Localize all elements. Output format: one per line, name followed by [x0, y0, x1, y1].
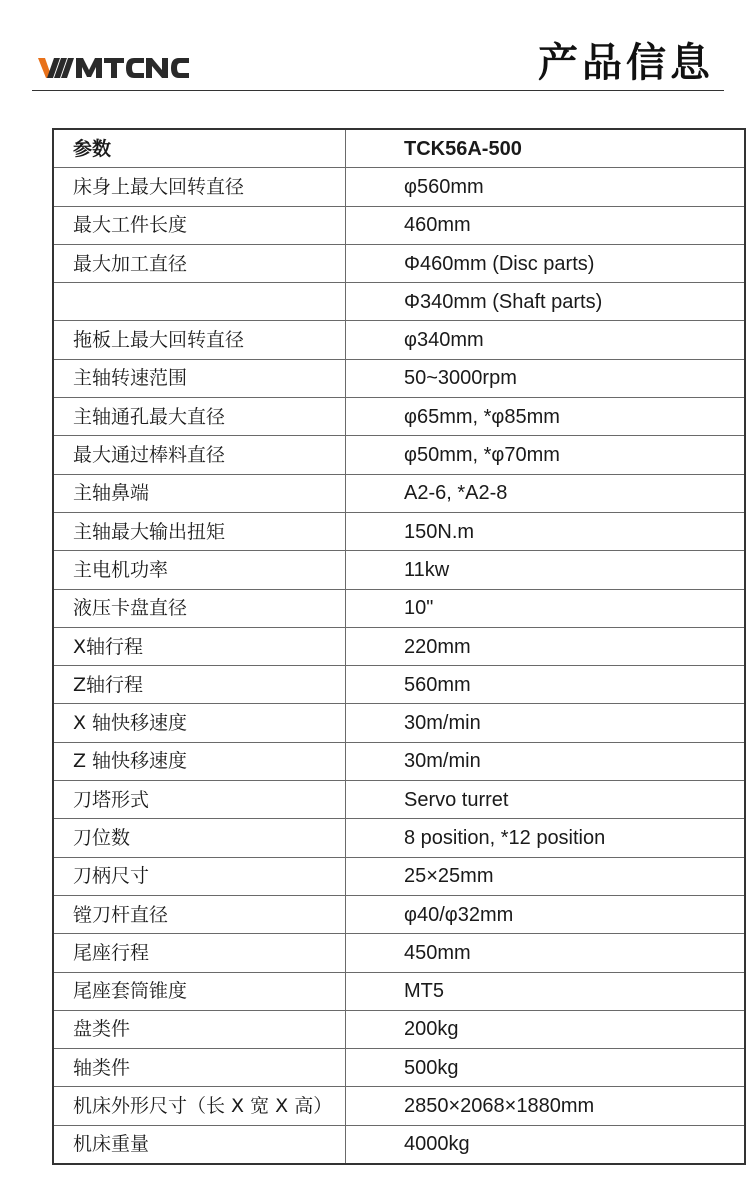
param-value-cell: Φ460mm (Disc parts): [346, 244, 746, 282]
param-name-cell: 主轴转速范围: [53, 359, 346, 397]
param-name-cell: 尾座行程: [53, 934, 346, 972]
table-row: [53, 1049, 745, 1087]
param-value-cell: φ50mm, *φ70mm: [346, 436, 746, 474]
param-value-cell: 200kg: [346, 1010, 746, 1048]
param-value-cell: 150N.m: [346, 512, 746, 550]
table-row: [53, 321, 745, 359]
param-name-cell: 最大加工直径: [53, 244, 346, 282]
param-name-cell: 刀塔形式: [53, 781, 346, 819]
param-name-cell: 镗刀杆直径: [53, 895, 346, 933]
table-row: [53, 627, 745, 665]
table-row: [53, 206, 745, 244]
param-value-cell: 10": [346, 589, 746, 627]
table-row: [53, 666, 745, 704]
table-row: [53, 895, 745, 933]
page-header: [0, 0, 750, 95]
table-row: [53, 359, 745, 397]
param-name-cell: 主电机功率: [53, 551, 346, 589]
param-name-cell: 尾座套筒锥度: [53, 972, 346, 1010]
table-row: [53, 168, 745, 206]
table-row: [53, 934, 745, 972]
param-value-cell: MT5: [346, 972, 746, 1010]
param-value-cell: 30m/min: [346, 704, 746, 742]
param-value-cell: Φ340mm (Shaft parts): [346, 283, 746, 321]
param-name-cell: 轴类件: [53, 1049, 346, 1087]
param-value-cell: 50~3000rpm: [346, 359, 746, 397]
param-name-cell: X 轴快移速度: [53, 704, 346, 742]
param-value-cell: φ560mm: [346, 168, 746, 206]
param-name-cell: 主轴鼻端: [53, 474, 346, 512]
param-value-cell: 8 position, *12 position: [346, 819, 746, 857]
param-name-cell: Z 轴快移速度: [53, 742, 346, 780]
header-divider: [32, 90, 724, 91]
table-row: [53, 1087, 745, 1125]
param-value-cell: Servo turret: [346, 781, 746, 819]
param-name-cell: 主轴最大输出扭矩: [53, 512, 346, 550]
param-value-cell: 450mm: [346, 934, 746, 972]
param-value-cell: φ40/φ32mm: [346, 895, 746, 933]
brand-logo: [38, 50, 193, 84]
param-value-cell: φ340mm: [346, 321, 746, 359]
param-name-cell: 刀柄尺寸: [53, 857, 346, 895]
param-name-cell: 机床重量: [53, 1125, 346, 1164]
table-row: [53, 1010, 745, 1048]
param-value-cell: 25×25mm: [346, 857, 746, 895]
param-value-cell: 560mm: [346, 666, 746, 704]
page-title: 产品信息: [538, 40, 714, 86]
table-row: [53, 972, 745, 1010]
param-name-cell: 盘类件: [53, 1010, 346, 1048]
table-row: [53, 781, 745, 819]
param-name-cell: 拖板上最大回转直径: [53, 321, 346, 359]
param-name-cell: 主轴通孔最大直径: [53, 398, 346, 436]
param-name-cell: 最大工件长度: [53, 206, 346, 244]
spec-table-body: [53, 129, 745, 1164]
spec-table: [52, 128, 746, 1165]
param-value-cell: 30m/min: [346, 742, 746, 780]
table-row: [53, 398, 745, 436]
param-value-cell: 460mm: [346, 206, 746, 244]
table-row: [53, 244, 745, 282]
param-value-cell: 4000kg: [346, 1125, 746, 1164]
param-value-cell: 500kg: [346, 1049, 746, 1087]
param-name-cell: 最大通过棒料直径: [53, 436, 346, 474]
table-row: [53, 704, 745, 742]
column-header-model: TCK56A-500: [346, 129, 746, 168]
table-row: [53, 819, 745, 857]
param-value-cell: A2-6, *A2-8: [346, 474, 746, 512]
table-row: [53, 474, 745, 512]
param-value-cell: 2850×2068×1880mm: [346, 1087, 746, 1125]
param-name-cell: 床身上最大回转直径: [53, 168, 346, 206]
table-header-row: [53, 129, 745, 168]
param-value-cell: 220mm: [346, 627, 746, 665]
param-value-cell: φ65mm, *φ85mm: [346, 398, 746, 436]
table-row: [53, 551, 745, 589]
param-value-cell: 11kw: [346, 551, 746, 589]
table-row: [53, 283, 745, 321]
table-row: [53, 589, 745, 627]
param-name-cell: 机床外形尺寸（长 X 宽 X 高）: [53, 1087, 346, 1125]
column-header-param: 参数: [53, 129, 346, 168]
table-row: [53, 436, 745, 474]
param-name-cell: 刀位数: [53, 819, 346, 857]
param-name-cell: X轴行程: [53, 627, 346, 665]
table-row: [53, 742, 745, 780]
table-row: [53, 1125, 745, 1164]
table-row: [53, 857, 745, 895]
param-name-cell: 液压卡盘直径: [53, 589, 346, 627]
table-row: [53, 512, 745, 550]
param-name-cell: [53, 283, 346, 321]
param-name-cell: Z轴行程: [53, 666, 346, 704]
